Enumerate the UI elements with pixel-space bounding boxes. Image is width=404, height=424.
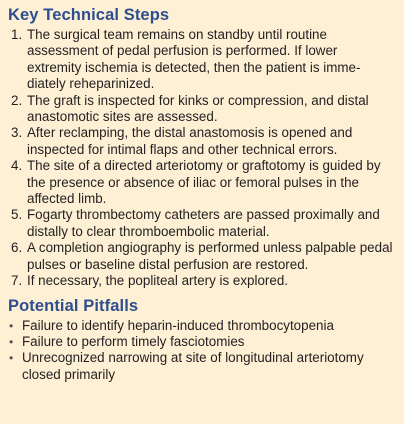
step-number: 2. bbox=[11, 92, 23, 108]
step-item bbox=[8, 158, 394, 207]
step-number: 4. bbox=[11, 158, 23, 174]
bullet-icon: • bbox=[9, 351, 14, 366]
step-text: The surgical team remains on standby until routine assessment of pedal perfusion is performed. If lower extremity ischemia is detected, then the patient is imme-diately reheparinized. bbox=[27, 27, 361, 92]
pitfalls-list bbox=[8, 318, 394, 384]
pitfall-item bbox=[8, 334, 394, 350]
bullet-icon: • bbox=[9, 334, 14, 349]
step-item bbox=[8, 240, 394, 273]
step-number: 7. bbox=[11, 273, 23, 289]
step-text: If necessary, the popliteal artery is explored. bbox=[27, 273, 288, 289]
step-text: A completion angiography is performed unless palpable pedal pulses or baseline distal perfusion are restored. bbox=[27, 240, 393, 272]
step-number: 5. bbox=[11, 207, 23, 223]
pitfall-text: Unrecognized narrowing at site of longitudinal arteriotomy closed primarily bbox=[22, 350, 364, 382]
pitfall-text: Failure to perform timely fasciotomies bbox=[22, 333, 245, 349]
step-text: Fogarty thrombectomy catheters are passed proximally and distally to clear thromboembolic material. bbox=[27, 207, 380, 239]
pitfalls-heading: Potential Pitfalls bbox=[8, 296, 139, 315]
step-text: After reclamping, the distal anastomosis is opened and inspected for intimal flaps and other technical errors. bbox=[27, 125, 353, 157]
pitfall-item bbox=[8, 318, 394, 334]
key-steps-heading: Key Technical Steps bbox=[8, 6, 170, 24]
step-item bbox=[8, 93, 394, 126]
step-number: 6. bbox=[11, 240, 23, 256]
pitfall-text: Failure to identify heparin-induced thrombocytopenia bbox=[22, 317, 334, 333]
step-text: The graft is inspected for kinks or compression, and distal anastomotic sites are assessed. bbox=[27, 92, 369, 125]
pitfall-item bbox=[8, 350, 394, 383]
step-item bbox=[8, 125, 394, 158]
step-item bbox=[8, 27, 394, 93]
bullet-icon: • bbox=[9, 318, 14, 333]
key-steps-list bbox=[8, 27, 394, 290]
step-number: 3. bbox=[11, 125, 23, 141]
step-item bbox=[8, 273, 394, 289]
step-text: The site of a directed arteriotomy or graftotomy is guided by the presence or absence of iliac or femoral pulses in the affected limb. bbox=[27, 158, 381, 207]
step-item bbox=[8, 207, 394, 240]
step-number: 1. bbox=[11, 27, 23, 42]
